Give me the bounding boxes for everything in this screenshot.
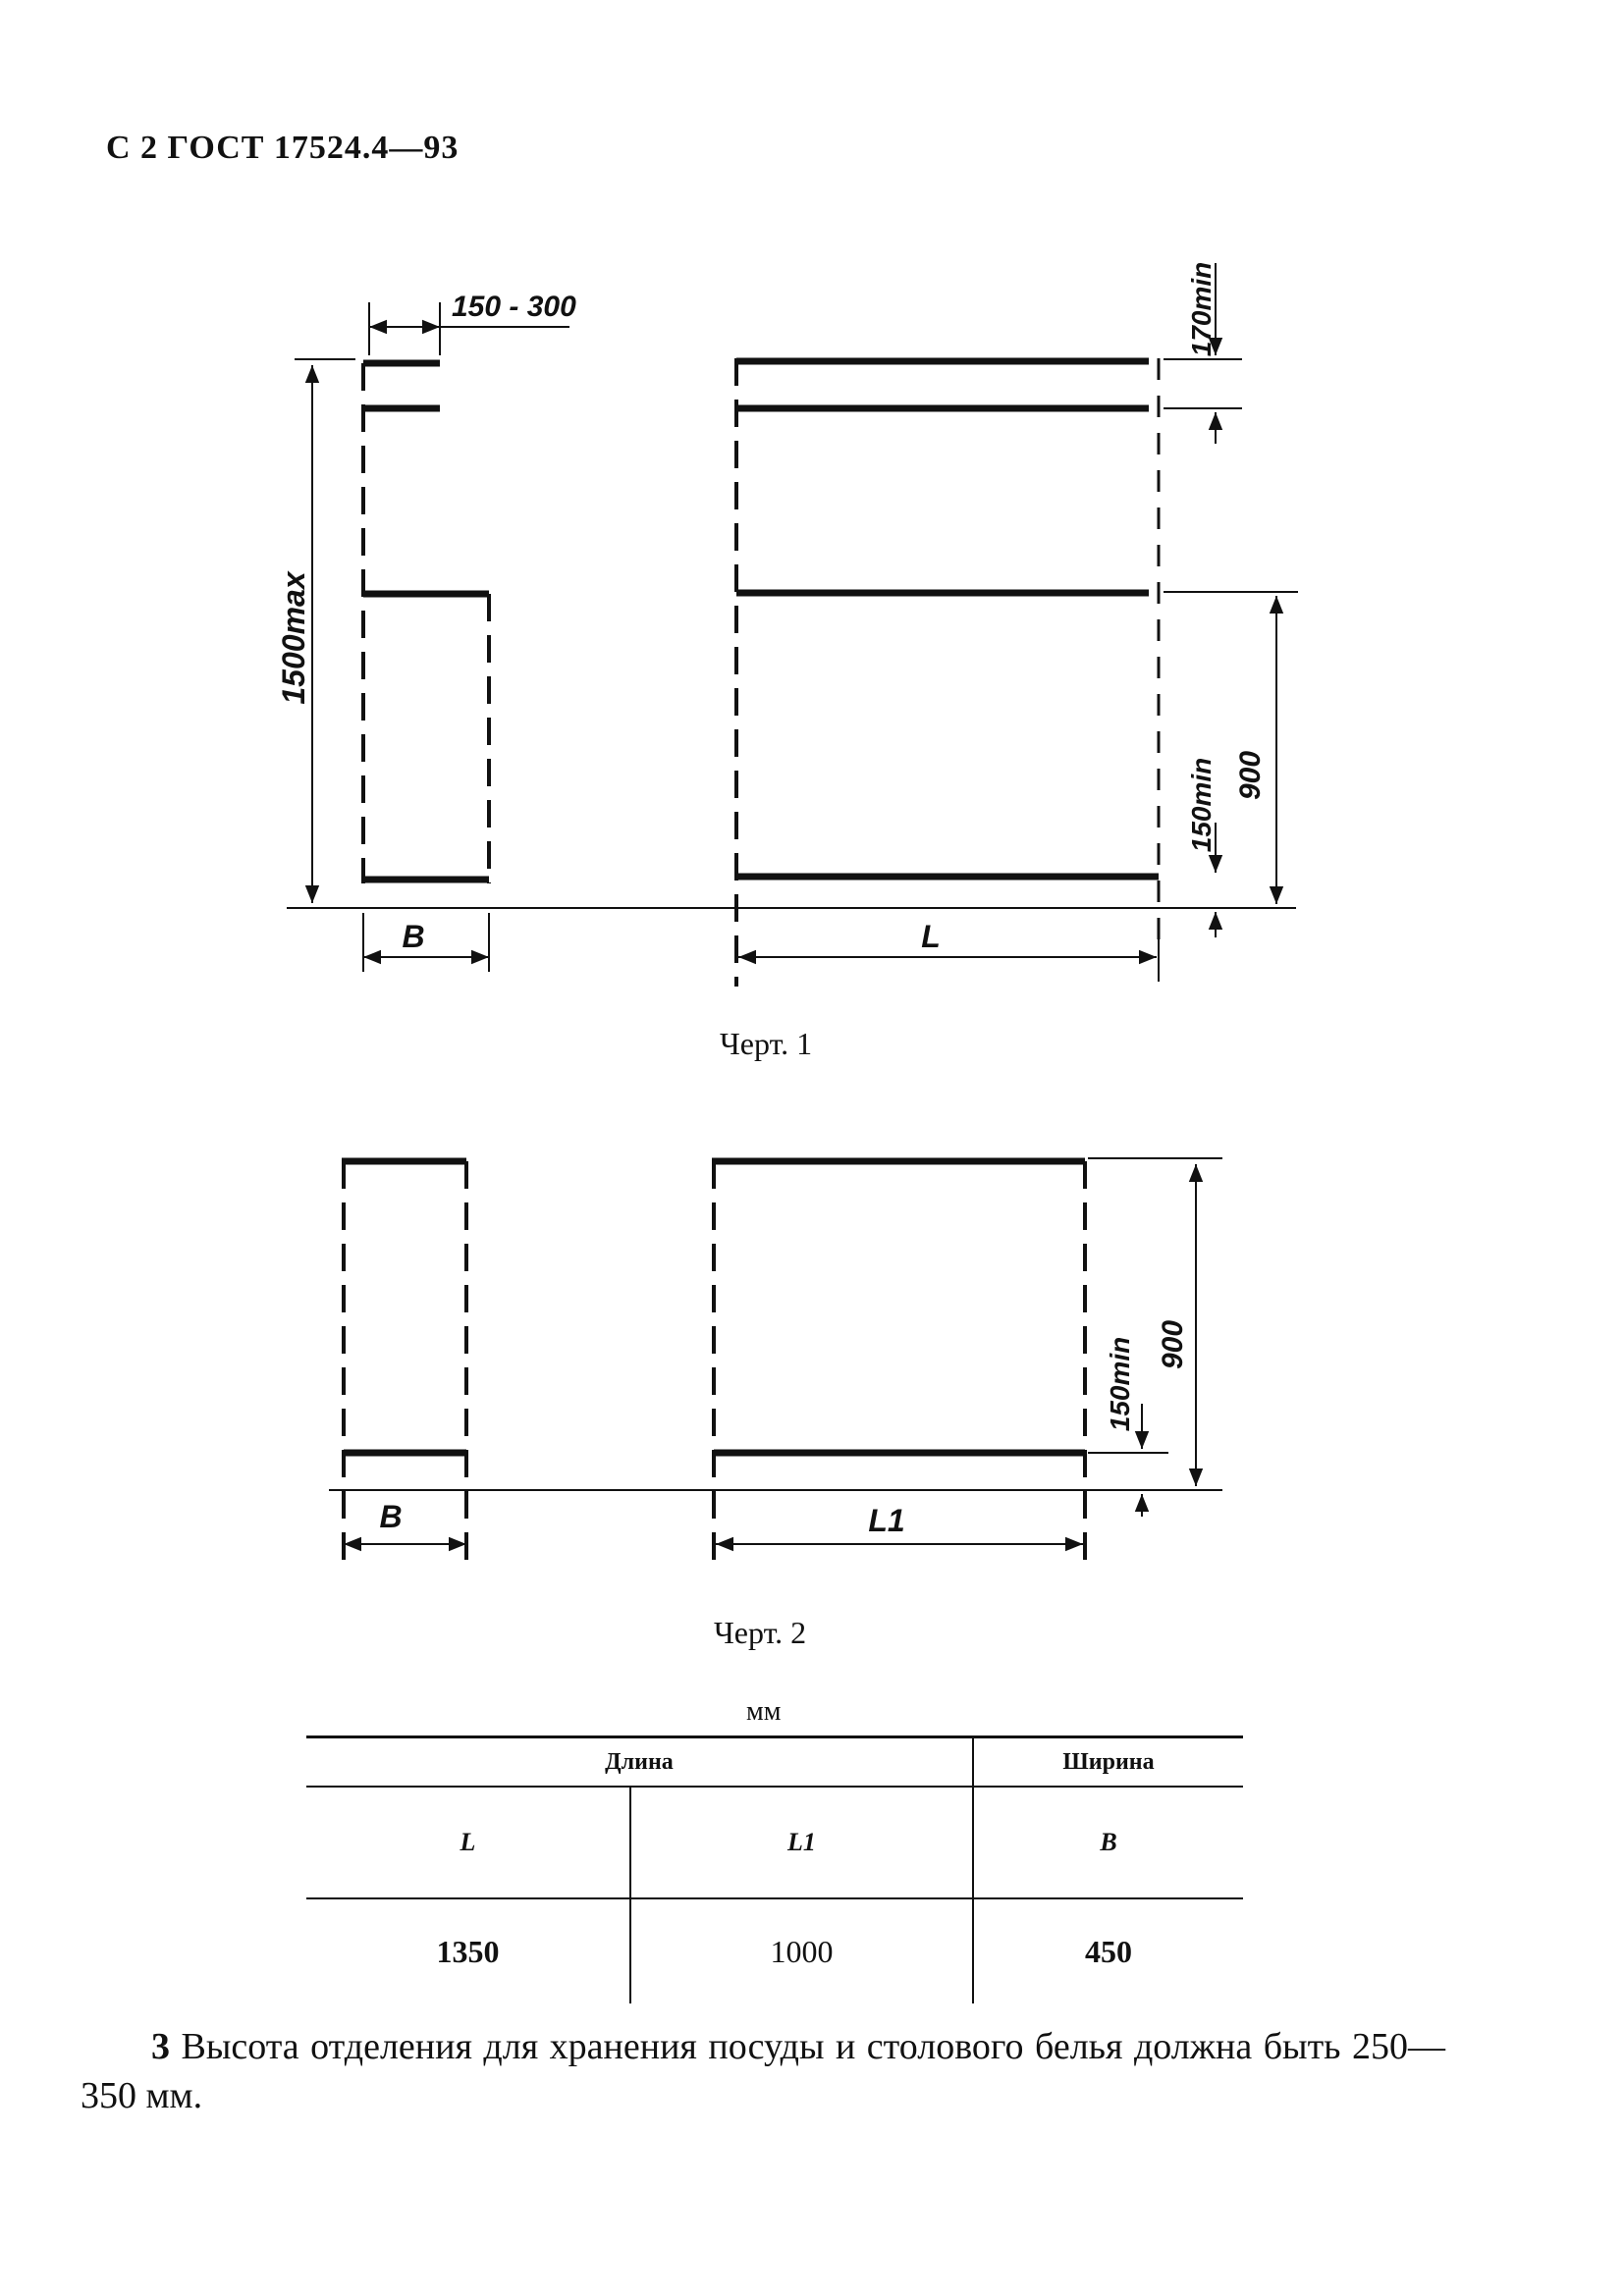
table-subheader-l1: L1 xyxy=(630,1787,973,1898)
fig2-height-label: 900 xyxy=(1157,1319,1189,1370)
fig1-length-label: L xyxy=(921,919,941,954)
clause-text: Высота отделения для хранения посуды и столового белья должна быть 250—350 мм. xyxy=(81,2026,1445,2116)
clause-number: 3 xyxy=(151,2026,170,2067)
clause-3-paragraph xyxy=(81,2022,1445,2120)
table-header-width: Ширина xyxy=(973,1737,1243,1788)
dimensions-table xyxy=(306,1735,1243,2003)
table-header-length: Длина xyxy=(306,1737,973,1788)
page-header: С 2 ГОСТ 17524.4—93 xyxy=(106,130,460,166)
fig1-width-label: B xyxy=(402,919,425,954)
table-cell-l-value: 1350 xyxy=(306,1898,630,2003)
table-row xyxy=(306,1898,1243,2003)
table-subheader-b: B xyxy=(1100,1828,1117,1856)
fig2-bottom-gap-label: 150min xyxy=(1105,1336,1135,1432)
fig1-top-gap-label: 170min xyxy=(1186,261,1217,357)
fig2-length-label: L1 xyxy=(868,1503,905,1538)
table-subheader-l: L xyxy=(306,1787,630,1898)
fig1-bottom-gap-label: 150min xyxy=(1186,757,1217,853)
table-cell-b-value: 450 xyxy=(1085,1933,1132,1969)
fig1-work-height-label: 900 xyxy=(1234,750,1267,801)
table-cell-l1-value: 1000 xyxy=(630,1898,973,2003)
fig1-height-label: 1500max xyxy=(276,571,311,705)
figure-2-labels xyxy=(379,1320,1189,1538)
table-unit-label: мм xyxy=(746,1696,782,1727)
figure-1-drawing xyxy=(287,263,1298,987)
figure-1-caption: Черт. 1 xyxy=(720,1026,813,1061)
fig1-top-width-label: 150 - 300 xyxy=(452,291,576,323)
figure-2-drawing xyxy=(329,1158,1222,1561)
fig2-width-label: B xyxy=(379,1499,403,1534)
table-group-header-row xyxy=(306,1737,1243,1788)
table-subheader-row xyxy=(306,1787,1243,1898)
figure-2-caption: Черт. 2 xyxy=(714,1615,807,1650)
